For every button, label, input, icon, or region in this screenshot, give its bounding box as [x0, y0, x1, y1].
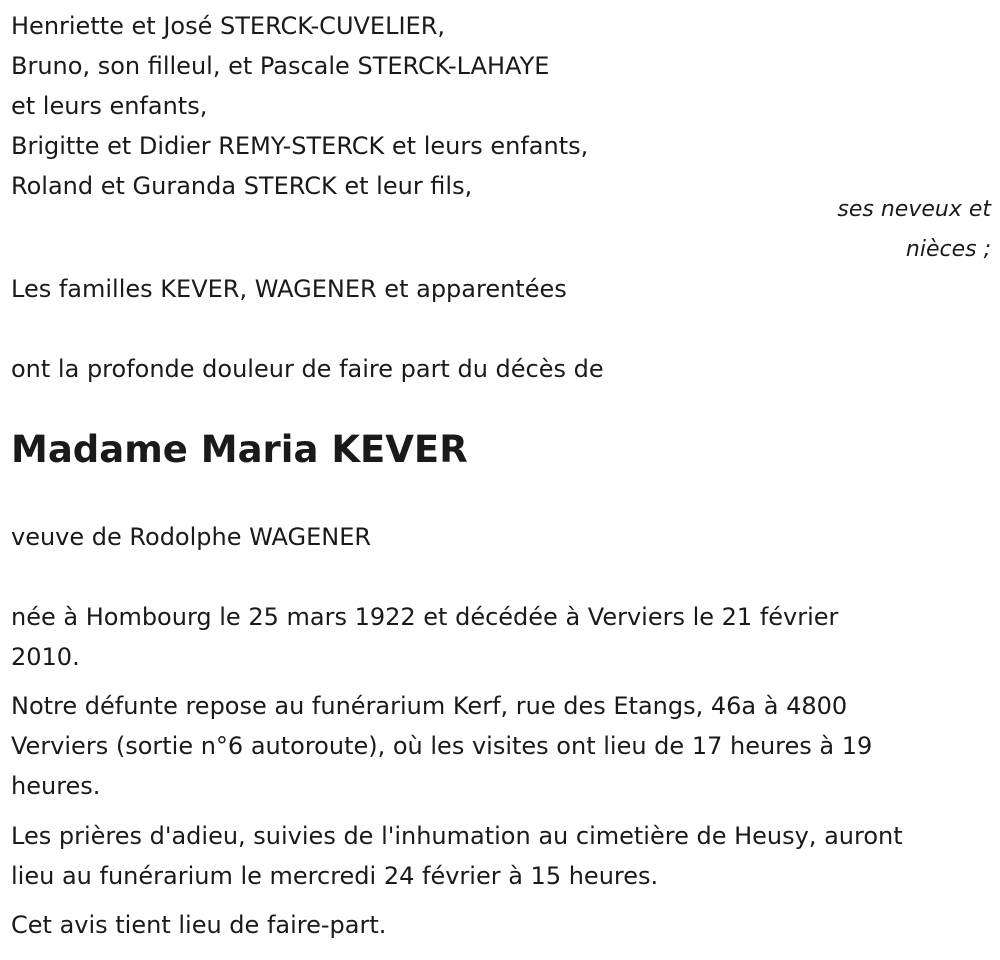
families-line: Les familles KEVER, WAGENER et apparentées	[11, 275, 567, 303]
family-line-1: Henriette et José STERCK-CUVELIER,	[11, 12, 446, 40]
announcement-line: ont la profonde douleur de faire part du décès de	[11, 355, 604, 383]
visitation-line-1: Notre défunte repose au funérarium Kerf, rue des Etangs, 46a à 4800	[11, 692, 848, 720]
family-line-2: Bruno, son filleul, et Pascale STERCK-LAHAYE	[11, 52, 550, 80]
visitation-line-2: Verviers (sortie n°6 autoroute), où les visites ont lieu de 17 heures à 19	[11, 732, 873, 760]
funeral-line-2: lieu au funérarium le mercredi 24 février à 15 heures.	[11, 862, 659, 890]
family-line-4: Brigitte et Didier REMY-STERCK et leurs enfants,	[11, 132, 589, 160]
closing-line: Cet avis tient lieu de faire-part.	[11, 911, 387, 939]
birth-death-line-2: 2010.	[11, 643, 80, 671]
funeral-line-1: Les prières d'adieu, suivies de l'inhumation au cimetière de Heusy, auront	[11, 822, 903, 850]
relation-line-2: nièces ;	[905, 237, 991, 262]
family-line-5: Roland et Guranda STERCK et leur fils,	[11, 172, 473, 200]
relation-line-1: ses neveux et	[837, 197, 991, 222]
deceased-name: Madame Maria KEVER	[11, 428, 468, 471]
obituary-notice	[11, 0, 991, 960]
birth-death-line-1: née à Hombourg le 25 mars 1922 et décédée à Verviers le 21 février	[11, 603, 839, 631]
widow-of-line: veuve de Rodolphe WAGENER	[11, 523, 372, 551]
family-line-3: et leurs enfants,	[11, 92, 208, 120]
visitation-line-3: heures.	[11, 772, 101, 800]
